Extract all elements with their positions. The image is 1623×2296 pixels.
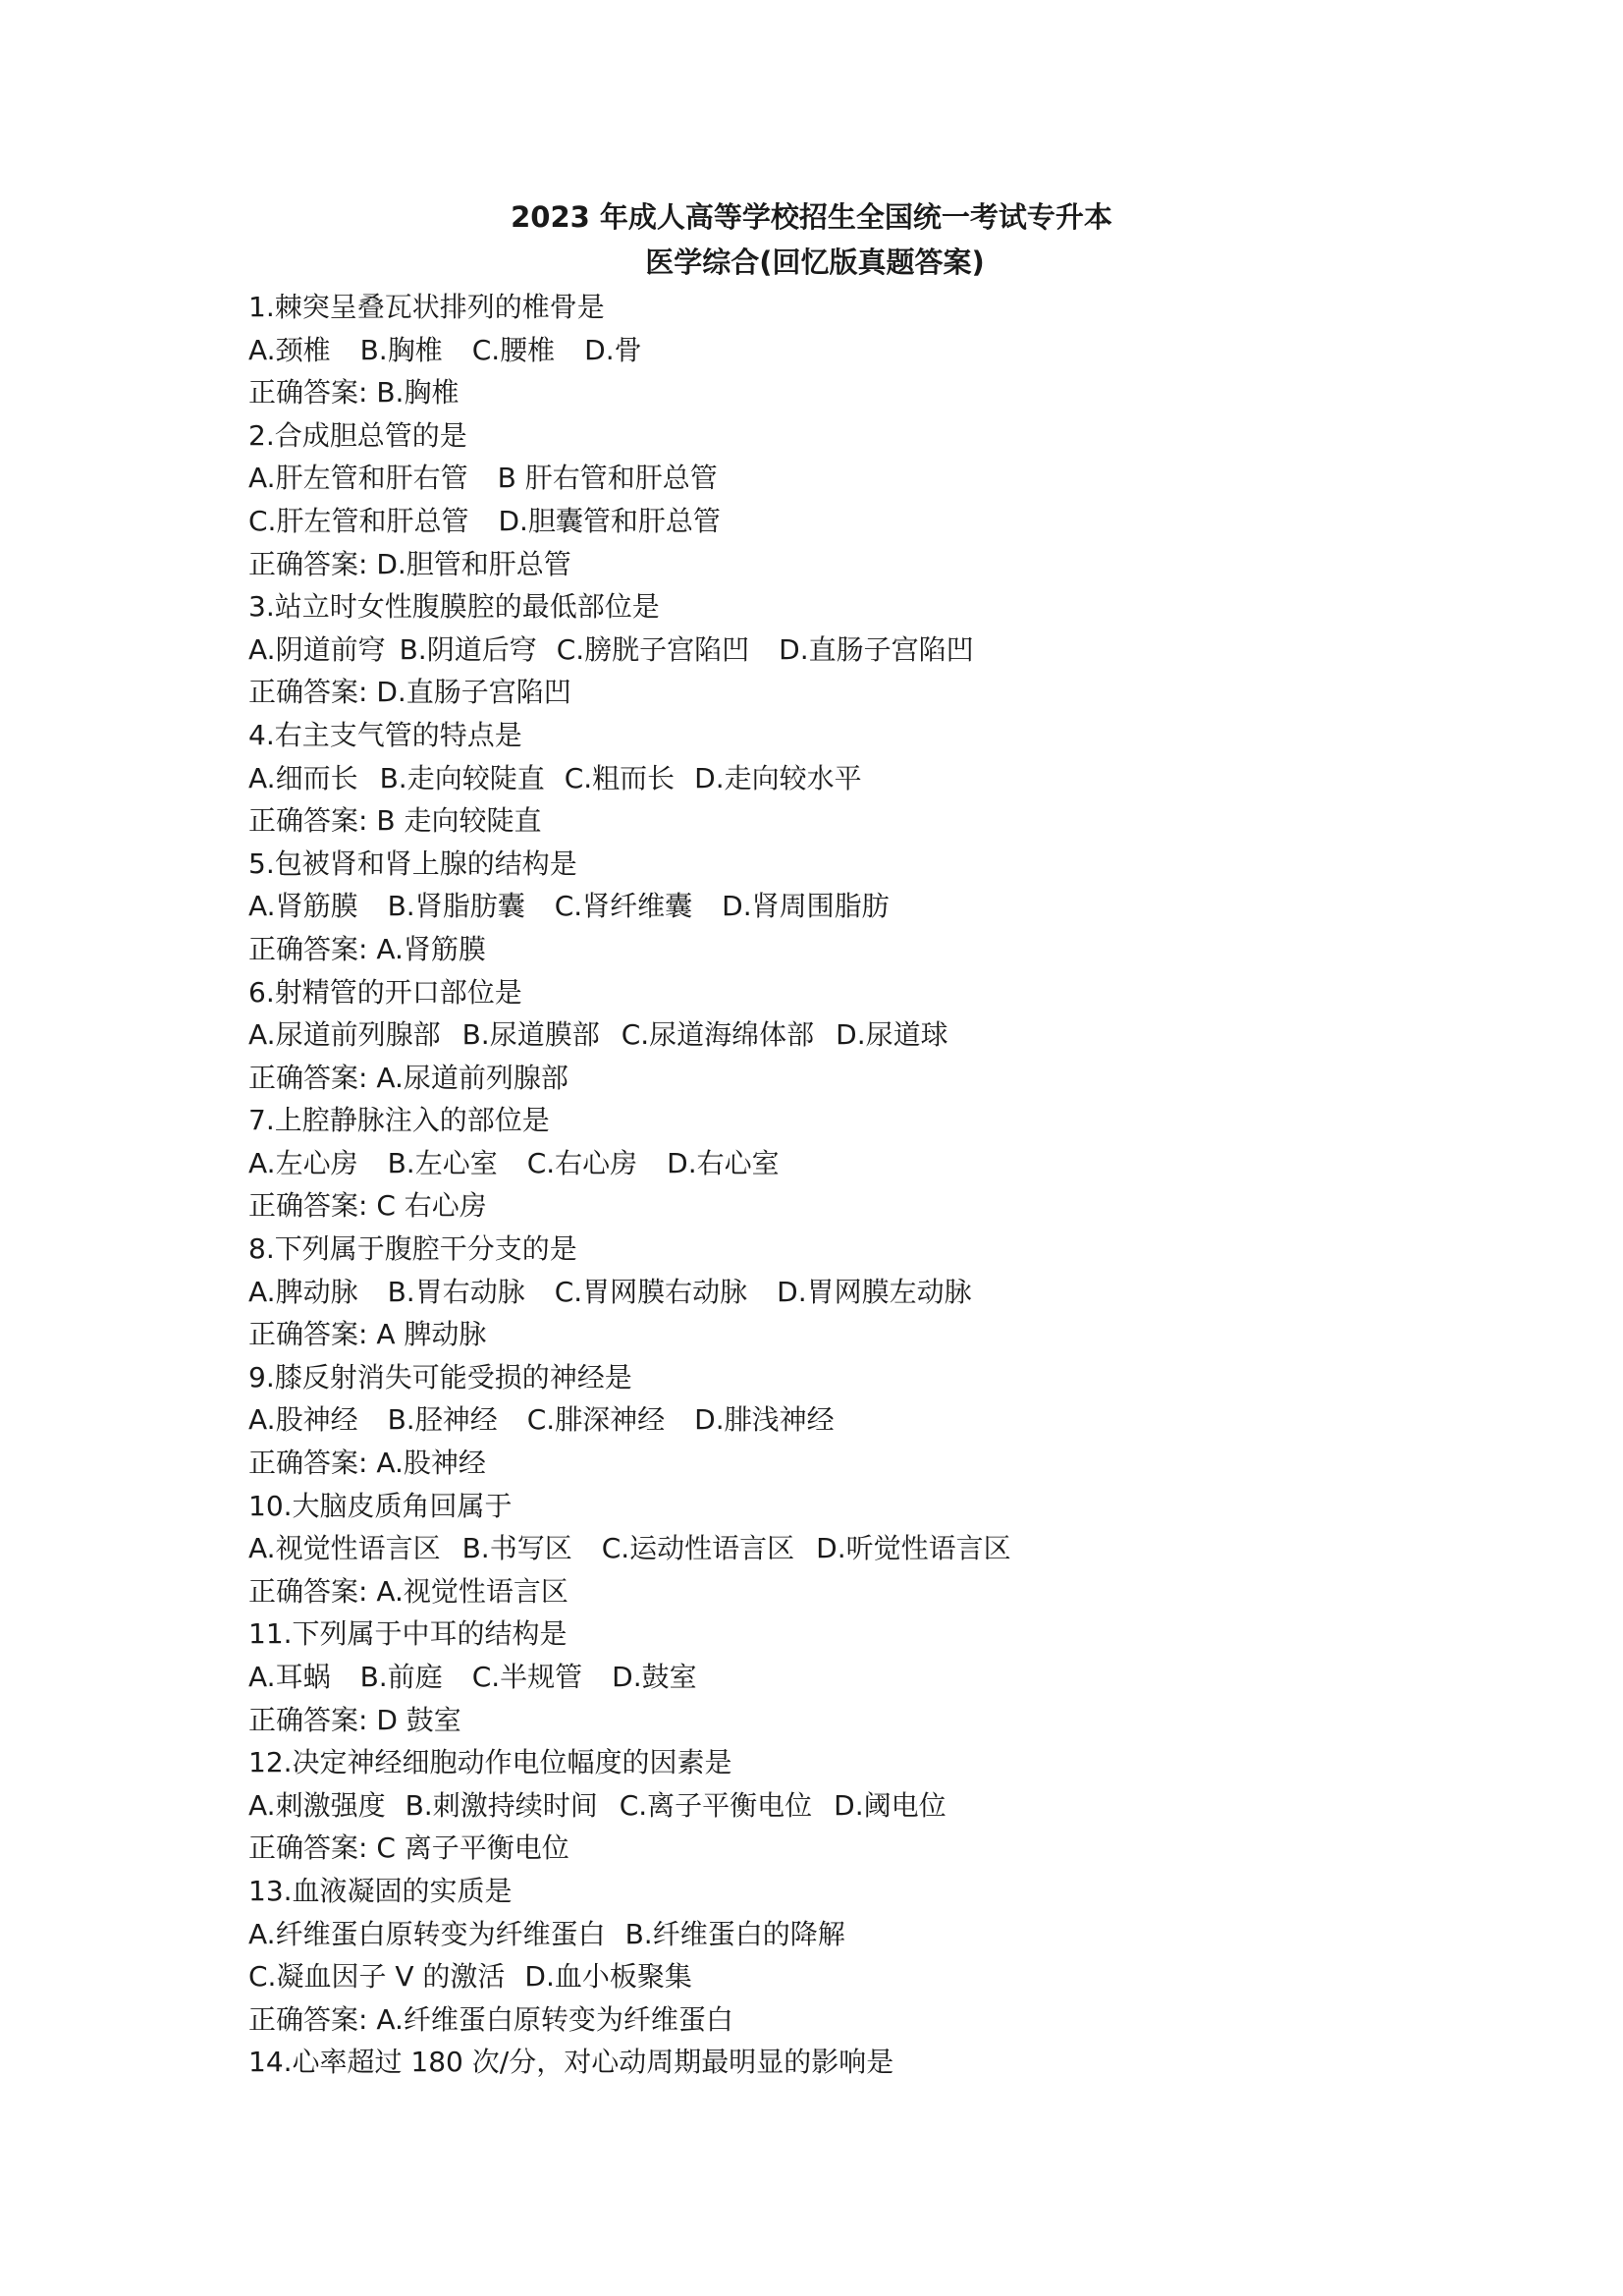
options-row xyxy=(248,1955,1427,1998)
answer-option: B.胸椎 xyxy=(359,333,443,366)
answer-option: A.刺激强度 xyxy=(248,1788,386,1822)
question-stem: 9.膝反射消失可能受损的神经是 xyxy=(248,1360,632,1394)
correct-answer: 正确答案: A.肾筋膜 xyxy=(248,932,486,965)
answer-option: A.股神经 xyxy=(248,1403,358,1437)
answer-option: D.鼓室 xyxy=(612,1661,697,1693)
options-row xyxy=(248,629,1427,672)
answer-option: A.肝左管和肝右管 xyxy=(248,462,468,495)
options-row xyxy=(248,1784,1427,1828)
document-title: 2023 年成人高等学校招生全国统一考试专升本 xyxy=(511,200,1112,234)
answer-option: B.肾脂肪囊 xyxy=(387,890,525,923)
answer-option: A.细而长 xyxy=(248,761,358,794)
answer-option: B.前庭 xyxy=(359,1661,443,1693)
question-stem: 5.包被肾和肾上腺的结构是 xyxy=(248,847,577,880)
options-row xyxy=(248,1142,1427,1185)
answer-option: B.胫神经 xyxy=(387,1403,498,1437)
answer-option: C.肾纤维囊 xyxy=(554,890,693,923)
question-stem: 8.下列属于腹腔干分支的是 xyxy=(248,1232,577,1266)
answer-option: A.阴道前穹 xyxy=(248,632,386,666)
options-row xyxy=(248,1656,1427,1699)
options-row xyxy=(248,457,1427,500)
answer-option: C.胃网膜右动脉 xyxy=(554,1275,748,1308)
answer-option: B.书写区 xyxy=(461,1532,572,1565)
answer-option: D.右心室 xyxy=(667,1146,780,1179)
question-stem: 11.下列属于中耳的结构是 xyxy=(248,1617,568,1651)
answer-option: D.血小板聚集 xyxy=(524,1960,692,1994)
answer-option: D.直肠子宫陷凹 xyxy=(779,632,974,666)
answer-option: D.腓浅神经 xyxy=(694,1403,835,1437)
answer-option: B 肝右管和肝总管 xyxy=(497,462,718,495)
answer-option: C.粗而长 xyxy=(564,761,676,794)
answer-option: B.刺激持续时间 xyxy=(405,1788,598,1822)
question-stem: 13.血液凝固的实质是 xyxy=(248,1874,513,1907)
options-row xyxy=(248,500,1427,543)
correct-answer: 正确答案: B 走向较陡直 xyxy=(248,804,542,838)
answer-option: A.左心房 xyxy=(248,1146,358,1179)
options-row xyxy=(248,1913,1427,1956)
correct-answer: 正确答案: C 离子平衡电位 xyxy=(248,1831,569,1865)
answer-option: C.尿道海绵体部 xyxy=(621,1018,815,1052)
answer-option: D.尿道球 xyxy=(836,1018,948,1052)
options-row xyxy=(248,1013,1427,1057)
question-stem: 2.合成胆总管的是 xyxy=(248,418,467,452)
question-stem: 7.上腔静脉注入的部位是 xyxy=(248,1104,550,1137)
options-row xyxy=(248,1398,1427,1442)
document-subtitle: 医学综合(回忆版真题答案) xyxy=(645,246,985,279)
answer-option: C.凝血因子 V 的激活 xyxy=(248,1960,506,1994)
answer-option: D.肾周围脂肪 xyxy=(722,890,890,923)
options-row xyxy=(248,329,1427,372)
answer-option: C.离子平衡电位 xyxy=(619,1788,813,1822)
answer-option: B.胃右动脉 xyxy=(387,1275,525,1308)
question-stem: 10.大脑皮质角回属于 xyxy=(248,1489,513,1522)
answer-option: C.肝左管和肝总管 xyxy=(248,504,469,537)
answer-option: A.颈椎 xyxy=(248,333,331,366)
correct-answer: 正确答案: A.尿道前列腺部 xyxy=(248,1061,568,1094)
correct-answer: 正确答案: D.直肠子宫陷凹 xyxy=(248,676,571,709)
options-row xyxy=(248,1527,1427,1570)
correct-answer: 正确答案: A.股神经 xyxy=(248,1447,486,1480)
answer-option: A.肾筋膜 xyxy=(248,890,358,923)
question-stem: 6.射精管的开口部位是 xyxy=(248,975,522,1009)
correct-answer: 正确答案: C 右心房 xyxy=(248,1189,487,1223)
question-list xyxy=(248,286,1427,2084)
options-row xyxy=(248,757,1427,800)
answer-option: D.听觉性语言区 xyxy=(816,1532,1011,1565)
answer-option: D.胃网膜左动脉 xyxy=(777,1275,972,1308)
correct-answer: 正确答案: D.胆管和肝总管 xyxy=(248,547,571,580)
question-stem: 14.心率超过 180 次/分，对心动周期最明显的影响是 xyxy=(248,2046,894,2079)
answer-option: B.左心室 xyxy=(387,1146,498,1179)
options-row xyxy=(248,885,1427,928)
answer-option: C.半规管 xyxy=(471,1661,583,1693)
answer-option: D.走向较水平 xyxy=(694,761,862,794)
answer-option: A.脾动脉 xyxy=(248,1275,358,1308)
correct-answer: 正确答案: A.视觉性语言区 xyxy=(248,1574,568,1608)
correct-answer: 正确答案: A 脾动脉 xyxy=(248,1318,487,1351)
answer-option: C.运动性语言区 xyxy=(601,1532,795,1565)
answer-option: B.阴道后穹 xyxy=(399,632,537,666)
answer-option: B.走向较陡直 xyxy=(379,761,545,794)
answer-option: C.腰椎 xyxy=(471,333,556,366)
answer-option: A.视觉性语言区 xyxy=(248,1532,441,1565)
question-stem: 3.站立时女性腹膜腔的最低部位是 xyxy=(248,590,660,624)
answer-option: A.纤维蛋白原转变为纤维蛋白 xyxy=(248,1917,606,1950)
correct-answer: 正确答案: D 鼓室 xyxy=(248,1703,461,1736)
answer-option: C.右心房 xyxy=(526,1146,638,1179)
options-row xyxy=(248,1271,1427,1314)
question-stem: 12.决定神经细胞动作电位幅度的因素是 xyxy=(248,1746,732,1779)
answer-option: D.阈电位 xyxy=(834,1788,947,1822)
answer-option: D.胆囊管和肝总管 xyxy=(498,504,721,537)
answer-option: A.尿道前列腺部 xyxy=(248,1018,441,1052)
question-stem: 1.棘突呈叠瓦状排列的椎骨是 xyxy=(248,291,605,323)
question-stem: 4.右主支气管的特点是 xyxy=(248,718,522,751)
answer-option: A.耳蜗 xyxy=(248,1661,331,1693)
correct-answer: 正确答案: A.纤维蛋白原转变为纤维蛋白 xyxy=(248,2002,733,2036)
answer-option: B.尿道膜部 xyxy=(461,1018,600,1052)
answer-option: B.纤维蛋白的降解 xyxy=(624,1917,845,1950)
answer-option: C.膀胱子宫陷凹 xyxy=(556,632,750,666)
correct-answer: 正确答案: B.胸椎 xyxy=(248,376,460,410)
answer-option: D.骨 xyxy=(584,333,642,366)
answer-option: C.腓深神经 xyxy=(526,1403,666,1437)
